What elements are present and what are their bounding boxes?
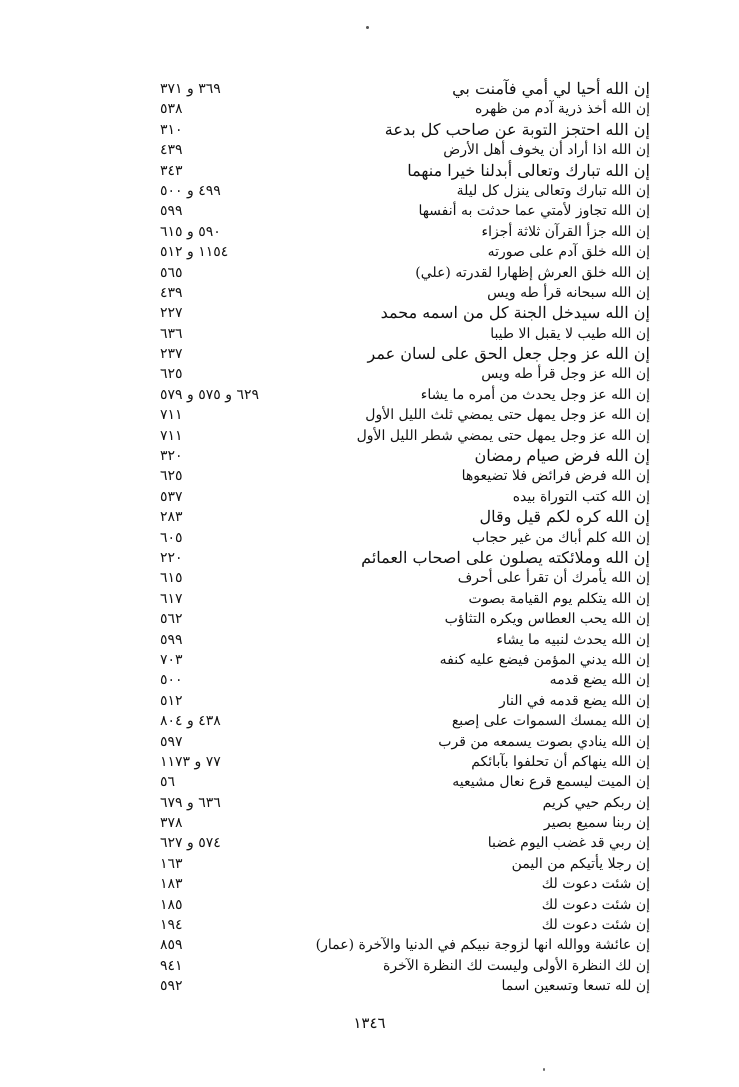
index-entry-text: إن الله خلق العرش إظهارا لقدرته (علي)	[415, 264, 650, 281]
index-page-reference: ٣٦٩ و ٣٧١	[160, 81, 221, 97]
page-number: ١٣٤٦	[353, 1014, 386, 1032]
index-entry-text: إن الله تبارك وتعالى ينزل كل ليلة	[456, 182, 650, 199]
index-entry-text: إن الله أحيا لي أمي فآمنت بي	[452, 79, 650, 98]
index-entry-text: إن رجلا يأتيكم من اليمن	[511, 855, 650, 872]
index-entry-text: إن الله احتجز التوبة عن صاحب كل بدعة	[384, 119, 650, 139]
index-page-reference: ٦٣٦	[160, 325, 183, 342]
index-entry-text: إن شئت دعوت لك	[541, 876, 650, 893]
index-page-reference: ٤٣٨ و ٨٠٤	[160, 713, 221, 730]
index-page-reference: ٦٢٩ و ٥٧٥ و ٥٧٩	[160, 386, 260, 403]
index-row	[160, 956, 650, 976]
index-page-reference: ٣٤٣	[160, 162, 183, 179]
index-page-reference: ٢٣٧	[160, 346, 183, 363]
index-row	[160, 161, 650, 181]
index-row	[160, 446, 650, 466]
index-row	[160, 732, 650, 752]
index-row	[160, 854, 650, 874]
index-page-reference: ٥٩٩	[160, 203, 183, 220]
index-page-reference: ٤٩٩ و ٥٠٠	[160, 182, 221, 199]
index-page-reference: ١٨٥	[160, 896, 183, 913]
index-page-reference: ٣١٠	[160, 121, 183, 138]
index-row	[160, 752, 650, 772]
index-page-reference: ٦٢٥	[160, 468, 183, 485]
index-entry-text: إن الله عز وجل يمهل حتى يمضي شطر الليل الأول	[356, 427, 650, 444]
index-row	[160, 364, 650, 384]
index-entry-text: إن الله عز وجل يحدث من أمره ما يشاء	[420, 386, 650, 403]
index-entry-text: إن الله يأمرك أن تقرأ على أحرف	[457, 570, 650, 587]
index-row	[160, 120, 650, 140]
index-row	[160, 181, 650, 201]
index-page-reference: ٤٣٩	[160, 142, 183, 159]
index-entry-text: إن الله يحدث لنبيه ما يشاء	[496, 631, 650, 648]
index-entry-text: إن الله عز وجل جعل الحق على لسان عمر	[367, 344, 650, 364]
index-row	[160, 833, 650, 853]
index-entry-text: إن الله يتكلم يوم القيامة بصوت	[468, 590, 650, 607]
index-entry-text: إن الله ينادي بصوت يسمعه من قرب	[438, 733, 650, 750]
index-row	[160, 507, 650, 527]
index-page-reference: ٥٩٢	[160, 978, 183, 995]
index-entry-text: إن الله عز وجل يمهل حتى يمضي ثلث الليل الأول	[365, 407, 650, 424]
index-page-reference: ٧٠٣	[160, 651, 183, 668]
index-page-reference: ٥٦٥	[160, 264, 183, 281]
index-row	[160, 915, 650, 935]
index-row	[160, 324, 650, 344]
index-page-reference: ٥٦٢	[160, 611, 183, 628]
index-entry-text: إن ربكم حيي كريم	[542, 794, 650, 811]
index-page-reference: ٣٢٠	[160, 448, 183, 465]
index-row	[160, 140, 650, 160]
index-page-reference: ٥٠٠	[160, 672, 183, 689]
hadith-index-list	[160, 79, 650, 997]
index-page-reference: ٦١٧	[160, 590, 183, 607]
index-entry-text: إن الله يمسك السموات على إصبع	[451, 713, 650, 730]
index-row	[160, 283, 650, 303]
index-row	[160, 813, 650, 833]
index-entry-text: إن الله سيدخل الجنة كل من اسمه محمد	[380, 303, 650, 323]
index-entry-text: إن الله كتب التوراة بيده	[512, 488, 650, 505]
index-row	[160, 895, 650, 915]
index-row	[160, 222, 650, 242]
index-entry-text: إن الله كلم أباك من غير حجاب	[472, 529, 650, 546]
index-entry-text: إن الله عز وجل قرأ طه ويس	[481, 366, 650, 383]
index-page-reference: ٥٩٩	[160, 631, 183, 648]
index-row	[160, 711, 650, 731]
index-entry-text: إن الله خلق آدم على صورته	[487, 244, 650, 261]
index-entry-text: إن الله سبحانه قرأ طه ويس	[487, 284, 650, 301]
index-row	[160, 609, 650, 629]
index-page-reference: ٥٧٤ و ٦٢٧	[160, 835, 221, 852]
index-entry-text: إن لله تسعا وتسعين اسما	[501, 978, 650, 995]
index-page-reference: ٥٣٨	[160, 101, 183, 118]
index-row	[160, 426, 650, 446]
index-page-reference: ٨٥٩	[160, 937, 183, 954]
index-entry-text: إن الميت ليسمع قرع نعال مشيعيه	[452, 774, 650, 791]
index-page-reference: ٥١٢	[160, 692, 183, 709]
index-entry-text: إن الله وملائكته يصلون على اصحاب العمائم	[361, 547, 650, 567]
index-entry-text: إن شئت دعوت لك	[541, 896, 650, 913]
index-row	[160, 303, 650, 323]
index-entry-text: إن لك النظرة الأولى وليست لك النظرة الآخرة	[383, 957, 650, 974]
index-row	[160, 772, 650, 792]
index-entry-text: إن الله ينهاكم أن تحلفوا بآبائكم	[471, 753, 650, 770]
index-row	[160, 670, 650, 690]
index-row	[160, 874, 650, 894]
index-page-reference: ١١٥٤ و ٥١٢	[160, 244, 229, 261]
index-row	[160, 344, 650, 364]
index-page-reference: ٦٣٦ و ٦٧٩	[160, 794, 221, 811]
index-entry-text: إن ربنا سميع بصير	[543, 815, 650, 832]
index-entry-text: إن الله يضع قدمه	[549, 672, 650, 689]
index-page-reference: ٦٠٥	[160, 529, 183, 546]
index-row	[160, 548, 650, 568]
index-row	[160, 630, 650, 650]
index-row	[160, 99, 650, 119]
index-page-reference: ٥٩٧	[160, 733, 183, 750]
index-page-reference: ٥٦	[160, 774, 176, 791]
index-page-reference: ٣٧٨	[160, 815, 183, 832]
index-row	[160, 589, 650, 609]
index-page-reference: ٦٢٥	[160, 366, 183, 383]
index-row	[160, 466, 650, 486]
index-page-reference: ١٨٣	[160, 876, 183, 893]
index-entry-text: إن الله تجاوز لأمتي عما حدثت به أنفسها	[418, 203, 650, 220]
index-entry-text: إن عائشة ووالله انها لزوجة نبيكم في الدنيا والآخرة (عمار)	[315, 937, 650, 954]
index-page-reference: ١٦٣	[160, 855, 183, 872]
index-page-reference: ٥٩٠ و ٦١٥	[160, 223, 221, 240]
index-entry-text: إن شئت دعوت لك	[541, 917, 650, 934]
index-entry-text: إن الله أخذ ذرية آدم من ظهره	[474, 101, 650, 118]
index-row	[160, 201, 650, 221]
index-entry-text: إن الله اذا أراد أن يخوف أهل الأرض	[443, 142, 650, 159]
index-page-reference: ٧٧ و ١١٧٣	[160, 753, 221, 770]
index-row	[160, 568, 650, 588]
index-row	[160, 793, 650, 813]
index-row	[160, 79, 650, 99]
index-row	[160, 976, 650, 996]
index-entry-text: إن الله فرض صيام رمضان	[474, 446, 650, 466]
index-row	[160, 528, 650, 548]
index-entry-text: إن الله كره لكم قيل وقال	[479, 507, 650, 527]
index-page-reference: ١٩٤	[160, 917, 183, 934]
index-row	[160, 935, 650, 955]
index-entry-text: إن الله جزأ القرآن ثلاثة أجزاء	[481, 223, 650, 240]
index-entry-text: إن الله يدني المؤمن فيضع عليه كنفه	[439, 651, 650, 668]
index-page-reference: ٥٣٧	[160, 488, 183, 505]
index-row	[160, 405, 650, 425]
index-page-reference: ٧١١	[160, 407, 183, 424]
index-page-reference: ٦١٥	[160, 570, 183, 587]
index-row	[160, 385, 650, 405]
index-page-reference: ٢٨٣	[160, 509, 183, 526]
scan-speck	[366, 26, 369, 29]
index-row	[160, 487, 650, 507]
index-entry-text: إن الله تبارك وتعالى أبدلنا خيرا منهما	[407, 160, 650, 180]
index-entry-text: إن ربي قد غضب اليوم غضبا	[487, 835, 650, 852]
index-entry-text: إن الله فرض فرائض فلا تضيعوها	[461, 468, 650, 485]
index-row	[160, 242, 650, 262]
index-row	[160, 650, 650, 670]
index-page-reference: ٧١١	[160, 427, 183, 444]
index-page-reference: ٩٤١	[160, 957, 183, 974]
index-row	[160, 263, 650, 283]
index-entry-text: إن الله يحب العطاس ويكره التثاؤب	[444, 611, 650, 628]
index-entry-text: إن الله طيب لا يقبل الا طيبا	[490, 325, 650, 342]
index-row	[160, 691, 650, 711]
scan-speck	[543, 1068, 545, 1071]
index-page-reference: ٢٢٧	[160, 305, 183, 322]
index-page-reference: ٤٣٩	[160, 284, 183, 301]
index-entry-text: إن الله يضع قدمه في النار	[498, 692, 650, 709]
index-page-reference: ٢٢٠	[160, 549, 183, 566]
